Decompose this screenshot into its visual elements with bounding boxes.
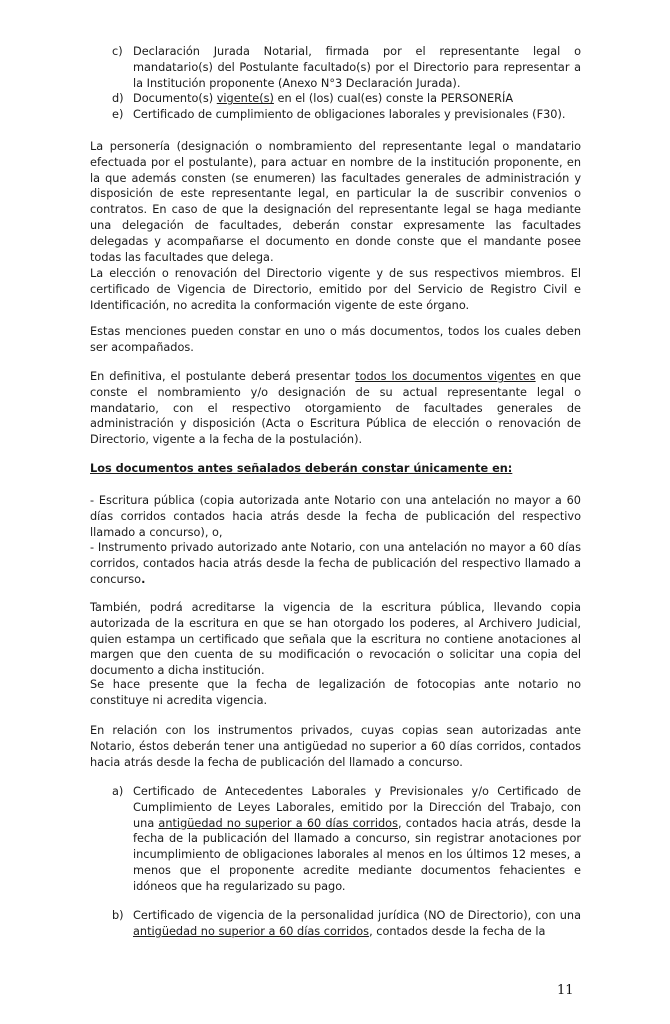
page-number: 11	[557, 983, 574, 998]
paragraph-menciones	[90, 324, 581, 356]
section-heading: Los documentos antes señalados deberán constar únicamente en:	[90, 462, 513, 475]
paragraph: La personería (designación o nombramiento del representante legal o mandatario efectuada por el postulante), para actuar en nombre de la institución proponente, en la que además consten (se enumeren) las facultades generales de administración y disposición de este representante legal, en particular la de suscribir convenios o contratos. En caso de que la designación del representante legal se haga mediante una delegación de facultades, deberán constar expresamente las facultades delegadas y acompañarse el documento en donde conste que el mandante posee todas las facultades que delega.	[90, 140, 581, 264]
dash-item-escritura: - Escritura pública (copia autorizada ante Notario con una antelación no mayor a 60 días corridos contados hacia atrás desde la fecha de publicación del respectivo llamado a concurso), o,	[90, 494, 581, 539]
requirements-list-bottom	[90, 784, 581, 895]
list-item-text: , contados hacia atrás, desde la fecha de la publicación del llamado a concurso, sin registrar anotaciones por incumplimiento de obligaciones laborales al menos en los últimos 12 meses, a menos que el proponente acredite mediante documentos fehacientes e idóneos que ha regularizado su pago.	[133, 816, 581, 893]
list-marker: e)	[112, 108, 124, 122]
bold-period: .	[141, 572, 146, 586]
dash-item-instrumento: - Instrumento privado autorizado ante Notario, con una antelación no mayor a 60 días corridos, contados hacia atrás desde la fecha de publicación del respectivo llamado a concurso	[90, 541, 581, 586]
paragraph: Estas menciones pueden constar en uno o más documentos, todos los cuales deben ser acompañados.	[90, 325, 581, 354]
list-item-text: en el (los) cual(es) conste la PERSONERÍA	[273, 92, 514, 106]
list-item-c	[90, 44, 581, 91]
paragraph: En relación con los instrumentos privados, cuyas copias sean autorizadas ante Notario, éstos deberán tener una antigüedad no superior a 60 días corridos, contados hacia atrás desde la fecha de publicación del llamado a concurso.	[90, 724, 581, 769]
requirements-list-top	[90, 44, 581, 123]
paragraph-personeria	[90, 139, 581, 265]
paragraph-fotocopias	[90, 677, 581, 709]
list-item-text: Certificado de Antecedentes Laborales y Previsionales y/o Certificado de Cumplimiento de Leyes Laborales, emitido por la Dirección del Trabajo, con una	[133, 785, 581, 830]
list-item-e	[90, 107, 581, 123]
underlined-text: vigente(s)	[216, 92, 274, 106]
list-marker: c)	[112, 45, 123, 58]
paragraph-tambien	[90, 600, 581, 679]
heading-documentos	[90, 461, 581, 477]
underlined-text: antigüedad no superior a 60 días corridos	[133, 924, 370, 938]
list-item-b	[90, 908, 581, 940]
paragraph-definitiva	[90, 369, 581, 448]
paragraph-text: en que conste el nombramiento y/o designación de su actual representante legal o mandatario, con el respectivo otorgamiento de facultades generales de administración y disposición (Acta o Escritura Pública de elección o renovación de Directorio, vigente a la fecha de la postulación).	[90, 370, 582, 447]
list-item-text: Certificado de vigencia de la personalidad jurídica (NO de Directorio), con una	[133, 909, 581, 922]
list-item-text: Documento(s)	[133, 92, 217, 106]
paragraph-text: En definitiva, el postulante deberá presentar	[90, 370, 356, 383]
paragraph-instrumentos	[90, 723, 581, 770]
list-item-text: , contados desde la fecha de la	[369, 924, 546, 938]
paragraph: También, podrá acreditarse la vigencia de la escritura pública, llevando copia autorizada de la escritura en que se han otorgado los poderes, al Archivero Judicial, quien estampa un certificado que señala que la escritura no contiene anotaciones al margen que den cuenta de su modificación o revocación o solicitar una copia del documento a dicha institución.	[90, 601, 581, 678]
list-marker: a)	[112, 785, 124, 798]
underlined-text: antigüedad no superior a 60 días corridos	[158, 816, 398, 830]
list-item-d	[90, 91, 581, 107]
requirements-list-bottom-b	[90, 908, 581, 940]
list-item-text: Declaración Jurada Notarial, firmada por el representante legal o mandatario(s) del Postulante facultado(s) por el Directorio para representar a la Institución proponente (Anexo N°3 Declaración Jurada).	[133, 45, 581, 90]
paragraph: Se hace presente que la fecha de legalización de fotocopias ante notario no constituye ni acredita vigencia.	[90, 678, 581, 707]
underlined-text: todos los documentos vigentes	[355, 370, 536, 383]
list-marker: b)	[112, 909, 124, 922]
paragraph: La elección o renovación del Directorio vigente y de sus respectivos miembros. El certificado de Vigencia de Directorio, emitido por del Servicio de Registro Civil e Identificación, no acredita la conformación vigente de este órgano.	[90, 267, 581, 312]
dash-list	[90, 493, 581, 588]
list-item-a	[90, 784, 581, 895]
paragraph-eleccion	[90, 266, 581, 313]
list-marker: d)	[112, 92, 124, 106]
list-item-text: Certificado de cumplimiento de obligaciones laborales y previsionales (F30).	[133, 108, 566, 122]
